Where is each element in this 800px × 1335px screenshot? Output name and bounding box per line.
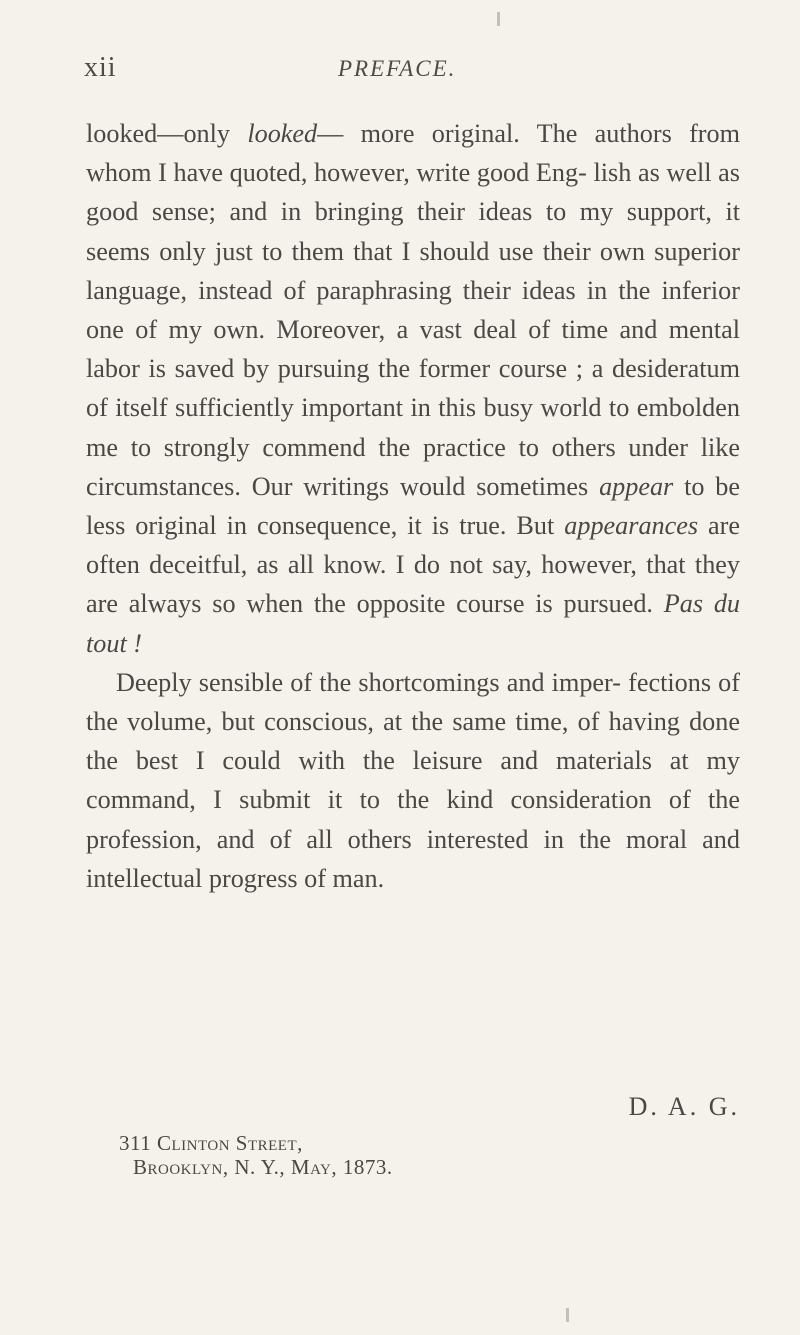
scan-artifact-bottom (566, 1308, 569, 1322)
address-block (119, 1131, 393, 1179)
paragraph-1-text-c: to be less original in consequence, it is true. But (86, 471, 741, 541)
address-line-1: 311 Clinton Street, (119, 1131, 303, 1155)
address-line-2: Brooklyn, N. Y., May, 1873. (133, 1155, 393, 1179)
paragraph-1-emphasis-appearances: appearances (564, 511, 699, 541)
paragraph-1-emphasis-looked: looked (247, 119, 318, 148)
paragraph-2: Deeply sensible of the shortcomings and imper- fections of the volume, but conscious, at the same time, of having done the best I could with the leisure and materials at my command, I submit it to the kind consideration of the profession, and of all others interested in the moral and intellectual progress of man. (86, 667, 740, 893)
paragraph-1-emphasis-appear: appear (599, 471, 674, 501)
paragraph-1-text-d: are often deceitful, as all know. I do not say, however, that they are always so when the opposite course is pursued. (86, 511, 741, 619)
page-number: xii (84, 52, 117, 83)
signature-initials: D. A. G. (628, 1092, 740, 1121)
body-text (86, 114, 740, 898)
paragraph-1-text-b: — more original. The authors from whom I have quoted, however, write good Eng- lish as well as good sense; and in bringing their ideas to my support, it seems only just to them that I should use their own superior language, instead of paraphrasing their ideas in the inferior one of my own. Moreover, a vast deal of time and mental labor is saved by pursuing the former course ; a desideratum of itself sufficiently important in this busy world to embolden me to strongly commend the practice to others under like circumstances. Our writings would sometimes (86, 119, 740, 501)
paragraph-1-emphasis-pas-du-tout: Pas du tout ! (86, 589, 741, 658)
scan-artifact-top (497, 12, 500, 26)
paragraph-1 (86, 114, 740, 663)
paragraph-1-text-a: looked—only (86, 119, 248, 148)
running-head: PREFACE. (338, 56, 457, 81)
